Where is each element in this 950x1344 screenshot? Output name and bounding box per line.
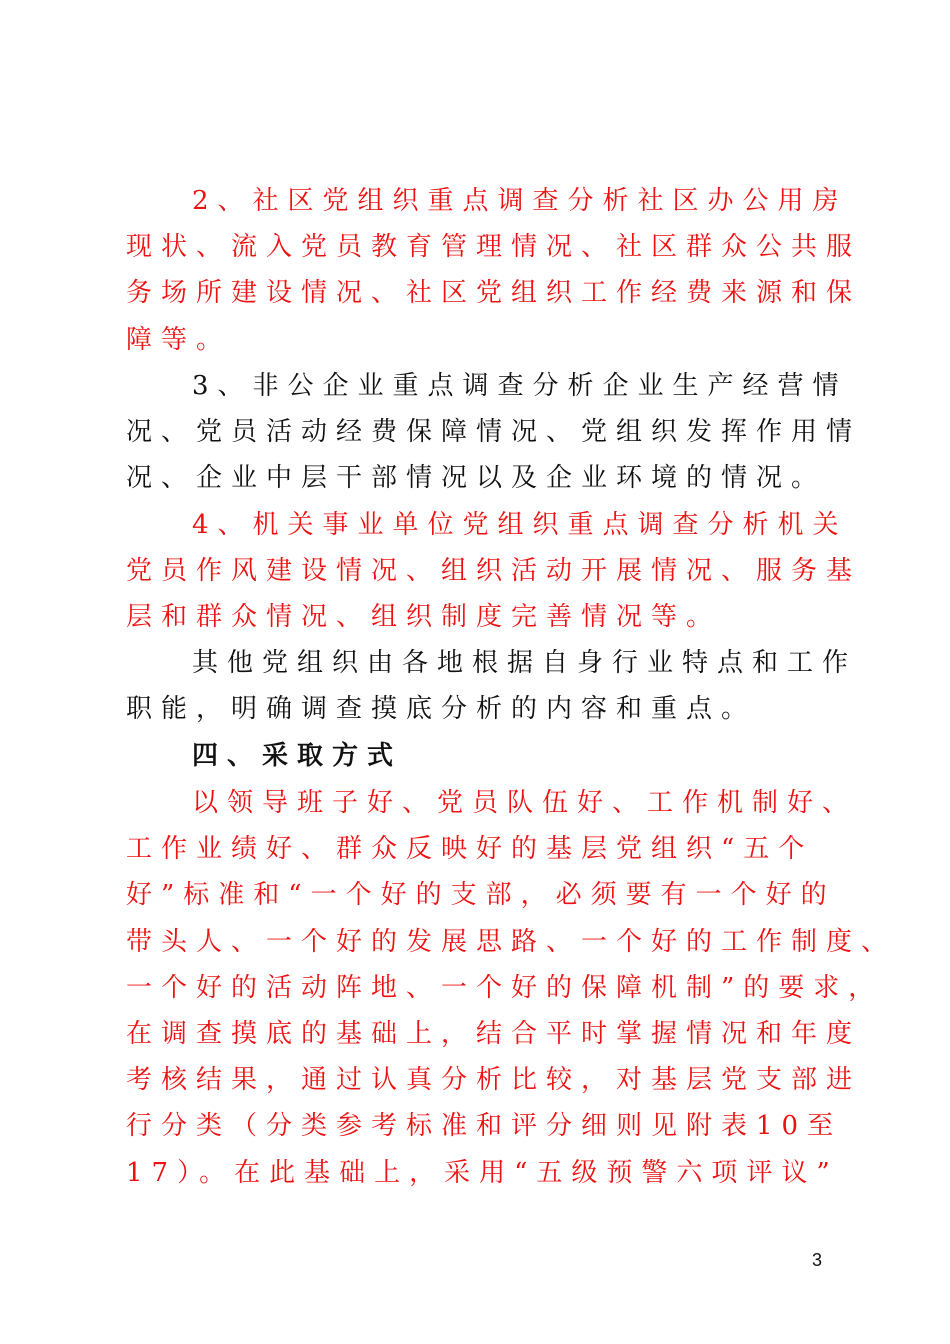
paragraph-agencies [126,502,862,641]
text-line: 况、企业中层干部情况以及企业环境的情况。 [126,463,827,494]
text-line: 现状、流入党员教育管理情况、社区群众公共服 [126,232,862,263]
text-line: 好”标准和“一个好的支部，必须要有一个好的 [126,880,836,911]
text-line: 务场所建设情况、社区党组织工作经费来源和保 [126,278,862,309]
text-line: 考核结果，通过认真分析比较，对基层党支部进 [126,1065,862,1096]
paragraph-community [126,178,862,363]
page-number: 3 [812,1250,823,1270]
text-line: 4、机关事业单位党组织重点调查分析机关 [192,510,848,540]
text-line: 带头人、一个好的发展思路、一个好的工作制度、 [126,926,897,957]
text-line: 党员作风建设情况、组织活动开展情况、服务基 [126,556,862,587]
paragraph-enterprise [126,363,862,502]
text-line: 障等。 [126,324,232,355]
text-line: 一个好的活动阵地、一个好的保障机制”的要求， [126,972,884,1003]
text-line: 行分类（分类参考标准和评分细则见附表10至 [126,1111,843,1142]
text-line: 在调查摸底的基础上，结合平时掌握情况和年度 [126,1019,862,1050]
text-line: 3、非公企业重点调查分析企业生产经营情 [192,371,848,401]
text-line: 职能，明确调查摸底分析的内容和重点。 [126,694,757,725]
text-line: 2、社区党组织重点调查分析社区办公用房 [192,186,848,216]
text-line: 其他党组织由各地根据自身行业特点和工作 [192,648,858,678]
section-heading-text: 四、采取方式 [192,741,403,771]
section-heading [126,733,826,779]
text-line: 工作业绩好、群众反映好的基层党组织“五个 [126,834,814,865]
text-line: 层和群众情况、组织制度完善情况等。 [126,602,722,633]
paragraph-other [126,640,858,732]
text-line: 况、党员活动经费保障情况、党组织发挥作用情 [126,417,862,448]
text-line: 以领导班子好、党员队伍好、工作机制好、 [192,788,858,818]
paragraph-approach [126,780,897,1196]
text-line: 17）。在此基础上，采用“五级预警六项评议” [126,1157,839,1188]
